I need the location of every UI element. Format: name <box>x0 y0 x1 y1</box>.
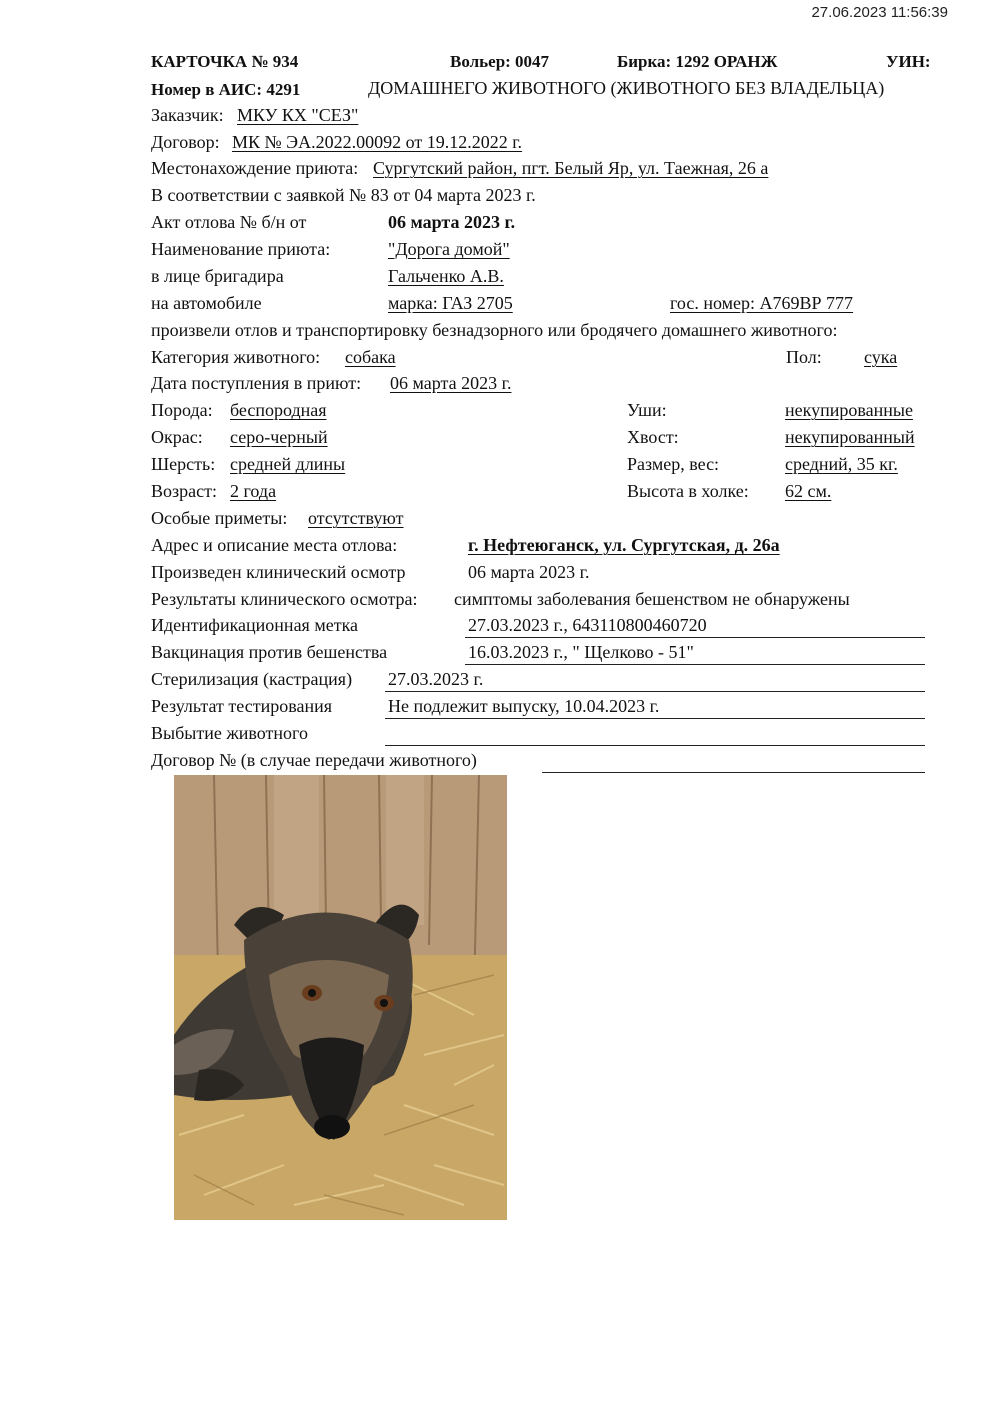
vehicle-make: марка: ГАЗ 2705 <box>388 293 513 313</box>
size-value: средний, 35 кг. <box>785 454 898 474</box>
marks-label: Особые приметы: <box>151 508 288 528</box>
card-number: КАРТОЧКА № 934 <box>151 52 299 71</box>
color-label: Окрас: <box>151 427 203 447</box>
admission-label: Дата поступления в приют: <box>151 373 362 393</box>
category-label: Категория животного: <box>151 347 321 367</box>
animal-photo <box>174 775 507 1220</box>
capture-address-value: г. Нефтеюганск, ул. Сургутская, д. 26а <box>468 535 780 555</box>
shelter-location-value: Сургутский район, пгт. Белый Яр, ул. Таежная, 26 а <box>373 158 769 178</box>
tail-value: некупированный <box>785 427 915 447</box>
test-result-rule <box>385 718 925 719</box>
capture-act-date: 06 марта 2023 г. <box>388 212 516 232</box>
transfer-contract-rule <box>542 772 925 773</box>
breed-value: беспородная <box>230 400 327 420</box>
test-result-value: Не подлежит выпуску, 10.04.2023 г. <box>388 696 660 716</box>
customer-value: МКУ КХ "СЕЗ" <box>237 105 359 125</box>
capture-address-label: Адрес и описание места отлова: <box>151 535 398 555</box>
color-value: серо-черный <box>230 427 328 447</box>
ais-number: Номер в АИС: 4291 <box>151 80 301 99</box>
shelter-location-label: Местонахождение приюта: <box>151 158 359 178</box>
age-value: 2 года <box>230 481 277 501</box>
contract-label: Договор: <box>151 132 220 152</box>
breed-label: Порода: <box>151 400 213 420</box>
height-label: Высота в холке: <box>627 481 749 501</box>
clinical-exam-date: 06 марта 2023 г. <box>468 562 590 582</box>
ears-label: Уши: <box>627 400 667 420</box>
shelter-name-label: Наименование приюта: <box>151 239 331 259</box>
rabies-vaccination-rule <box>465 664 925 665</box>
foreman-label: в лице бригадира <box>151 266 284 286</box>
ears-value: некупированные <box>785 400 913 420</box>
sterilization-rule <box>385 691 925 692</box>
clinical-exam-label: Произведен клинический осмотр <box>151 562 406 582</box>
departure-rule <box>385 745 925 746</box>
sex-value: сука <box>864 347 898 367</box>
category-value: собака <box>345 347 396 367</box>
document-title: ДОМАШНЕГО ЖИВОТНОГО (ЖИВОТНОГО БЕЗ ВЛАДЕЛЬЦА) <box>368 78 885 98</box>
capture-act-label: Акт отлова № б/н от <box>151 212 307 232</box>
customer-label: Заказчик: <box>151 105 224 125</box>
rabies-vaccination-value: 16.03.2023 г., " Щелково - 51" <box>468 642 694 662</box>
id-mark-rule <box>465 637 925 638</box>
rabies-vaccination-label: Вакцинация против бешенства <box>151 642 388 662</box>
test-result-label: Результат тестирования <box>151 696 332 716</box>
id-mark-label: Идентификационная метка <box>151 615 359 635</box>
height-value: 62 см. <box>785 481 832 501</box>
transfer-contract-label: Договор № (в случае передачи животного) <box>151 750 477 770</box>
uin-label: УИН: <box>886 52 931 71</box>
exam-results-label: Результаты клинического осмотра: <box>151 589 418 609</box>
tag-number: Бирка: 1292 ОРАНЖ <box>617 52 778 71</box>
sterilization-label: Стерилизация (кастрация) <box>151 669 353 689</box>
vehicle-plate: гос. номер: А769ВР 777 <box>670 293 854 313</box>
age-label: Возраст: <box>151 481 217 501</box>
enclosure-number: Вольер: 0047 <box>450 52 550 71</box>
print-timestamp: 27.06.2023 11:56:39 <box>811 4 948 21</box>
admission-value: 06 марта 2023 г. <box>390 373 512 393</box>
sterilization-value: 27.03.2023 г. <box>388 669 484 689</box>
coat-value: средней длины <box>230 454 346 474</box>
size-label: Размер, вес: <box>627 454 720 474</box>
shelter-name-value: "Дорога домой" <box>388 239 510 259</box>
id-mark-value: 27.03.2023 г., 643110800460720 <box>468 615 707 635</box>
departure-label: Выбытие животного <box>151 723 308 743</box>
sex-label: Пол: <box>786 347 822 367</box>
exam-results-value: симптомы заболевания бешенством не обнаружены <box>454 589 850 609</box>
tail-label: Хвост: <box>627 427 679 447</box>
foreman-value: Гальченко А.В. <box>388 266 504 286</box>
marks-value: отсутствуют <box>308 508 404 528</box>
contract-value: МК № ЭА.2022.00092 от 19.12.2022 г. <box>232 132 523 152</box>
vehicle-label: на автомобиле <box>151 293 262 313</box>
request-line: В соответствии с заявкой № 83 от 04 марта 2023 г. <box>151 185 536 205</box>
coat-label: Шерсть: <box>151 454 216 474</box>
statement-line: произвели отлов и транспортировку безнадзорного или бродячего домашнего животного: <box>151 320 838 340</box>
